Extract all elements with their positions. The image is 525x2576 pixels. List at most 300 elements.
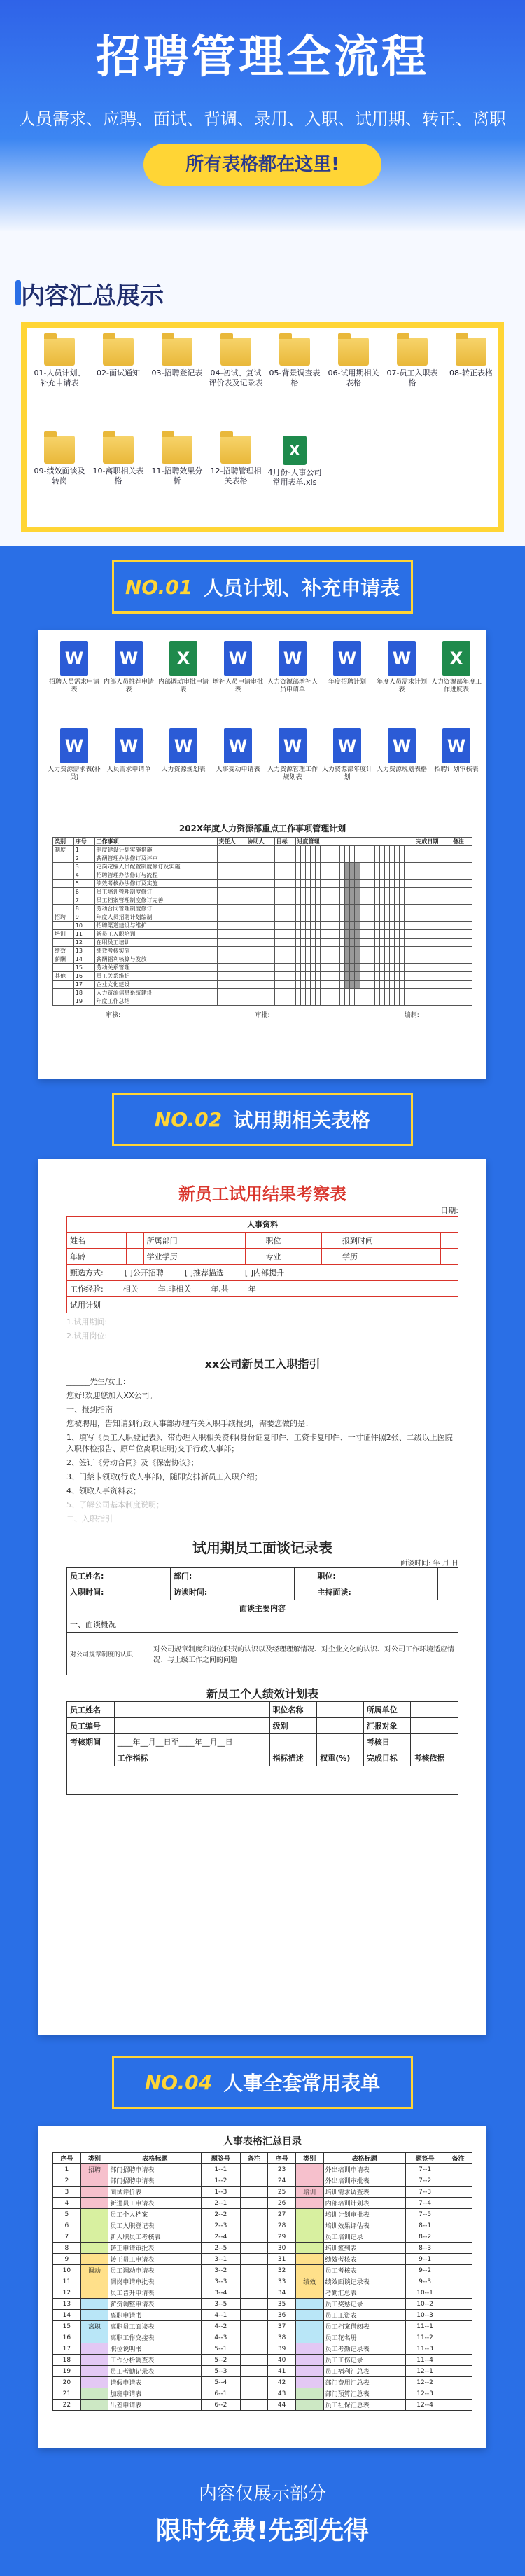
gantt-cell (295, 871, 300, 880)
gantt-cell (355, 947, 360, 955)
doc3-cell: 主持面谈: (314, 1584, 438, 1600)
gantt-cell (335, 888, 340, 896)
table-row (53, 896, 472, 905)
gantt-cell (345, 930, 350, 939)
footer (0, 2465, 525, 2576)
gantt-cell (395, 955, 400, 964)
gantt-seq: 5 (74, 880, 94, 888)
file-item[interactable] (102, 728, 156, 774)
doc4-cell: 级别 (270, 1718, 317, 1734)
summary-cell (444, 2243, 472, 2254)
gantt-category (53, 854, 74, 863)
gantt-header-cell: 进度管理 (295, 838, 414, 846)
gantt-cell (350, 863, 355, 871)
gantt-cell (355, 905, 360, 913)
gantt-cell (365, 964, 370, 972)
gantt-cell (400, 939, 405, 947)
gantt-category (53, 997, 74, 1006)
gantt-cell (405, 997, 410, 1006)
gantt-cell (405, 880, 410, 888)
gantt-cell (345, 880, 350, 888)
gantt-cell (330, 964, 335, 972)
summary-cell (240, 2287, 268, 2299)
summary-cell (240, 2276, 268, 2287)
gantt-cell (335, 846, 340, 854)
gantt-cell (414, 972, 451, 981)
doc4-cell (114, 1702, 270, 1718)
gantt-cell (410, 905, 414, 913)
gantt-cell (350, 896, 355, 905)
gantt-cell (335, 981, 340, 989)
folder-item[interactable] (150, 338, 204, 378)
gantt-cell (384, 947, 389, 955)
gantt-cell (370, 905, 374, 913)
gantt-cell (295, 905, 300, 913)
summary-cell: 转正申请审批表 (108, 2243, 202, 2254)
gantt-cell (370, 913, 374, 922)
file-item[interactable] (47, 728, 102, 782)
file-label: 人力资源规划表 (161, 766, 206, 773)
gantt-cell (395, 871, 400, 880)
gantt-cell (345, 955, 350, 964)
gantt-cell (365, 947, 370, 955)
gantt-cell (315, 846, 320, 854)
summary-cell: 5--2 (202, 2355, 240, 2366)
summary-cell (295, 2209, 323, 2220)
gantt-cell (295, 846, 300, 854)
summary-cell (295, 2164, 323, 2175)
summary-cell: 36 (268, 2310, 296, 2321)
gantt-cell (451, 871, 472, 880)
doc4-header: 工作指标 (114, 1750, 270, 1766)
folder-item[interactable] (209, 338, 263, 388)
summary-cell: 21 (53, 2388, 81, 2400)
doc1-cell (322, 1233, 340, 1249)
table-row (53, 846, 472, 854)
doc3-title: 试用期员工面谈记录表 (192, 1539, 332, 1556)
gantt-cell (390, 880, 395, 888)
summary-cell (295, 2243, 323, 2254)
gantt-cell (340, 854, 345, 863)
summary-cell: 员工调动申请表 (108, 2265, 202, 2276)
file-label: 人力资源部年度计划 (321, 766, 372, 781)
gantt-seq: 8 (74, 905, 94, 913)
summary-cell: 24 (268, 2175, 296, 2187)
gantt-cell (405, 947, 410, 955)
gantt-cell (390, 997, 395, 1006)
gantt-cell (335, 863, 340, 871)
gantt-cell (315, 997, 320, 1006)
table-row (53, 964, 472, 972)
summary-header: 题签号 (405, 2153, 444, 2164)
file-item[interactable] (265, 641, 320, 694)
gantt-cell (295, 880, 300, 888)
gantt-cell (360, 905, 365, 913)
doc1-work-part: 年,非相关 (158, 1284, 192, 1294)
summary-cell (80, 2287, 108, 2299)
gantt-cell (340, 905, 345, 913)
folder-item[interactable] (32, 436, 87, 486)
doc3-cell (150, 1584, 171, 1600)
summary-cell: 16 (53, 2332, 81, 2343)
gantt-cell (379, 930, 384, 939)
gantt-cell (300, 880, 305, 888)
summary-cell: 3--2 (202, 2265, 240, 2276)
folder-item[interactable] (385, 338, 440, 388)
gantt-cell (345, 939, 350, 947)
summary-cell: 14 (53, 2310, 81, 2321)
gantt-cell (315, 922, 320, 930)
gantt-cell (374, 997, 379, 1006)
gantt-cell (246, 981, 274, 989)
summary-cell (295, 2400, 323, 2411)
gantt-cell (320, 871, 325, 880)
gantt-cell (410, 888, 414, 896)
gantt-category (53, 880, 74, 888)
gantt-cell (325, 989, 330, 997)
doc1-work-part: 年 (248, 1284, 256, 1294)
gantt-cell (325, 863, 330, 871)
file-label: 年度招聘计划 (328, 679, 366, 686)
gantt-cell (384, 863, 389, 871)
gantt-cell (335, 997, 340, 1006)
gantt-category (53, 871, 74, 880)
gantt-cell (246, 989, 274, 997)
gantt-cell (400, 930, 405, 939)
summary-cell: 8--2 (405, 2231, 444, 2243)
gantt-cell (355, 854, 360, 863)
gantt-category: 招聘 (53, 913, 74, 922)
gantt-cell (451, 913, 472, 922)
file-item[interactable] (156, 641, 211, 694)
gantt-cell (395, 997, 400, 1006)
gantt-cell (300, 888, 305, 896)
gantt-cell (390, 989, 395, 997)
summary-cell: 13 (53, 2299, 81, 2310)
folder-item[interactable] (150, 436, 204, 486)
file-label: 招聘人员需求申请表 (48, 679, 99, 693)
gantt-cell (374, 846, 379, 854)
summary-cell (240, 2366, 268, 2377)
gantt-cell (305, 888, 310, 896)
gantt-cell (274, 846, 295, 854)
folder-label: 04-初试、复试评价表及记录表 (209, 368, 263, 387)
doc1-cell (126, 1233, 144, 1249)
gantt-cell (365, 846, 370, 854)
folder-item[interactable] (267, 338, 322, 388)
gantt-cell (246, 880, 274, 888)
summary-cell (295, 2343, 323, 2355)
gantt-cell (345, 997, 350, 1006)
doc1-date: 日期: (440, 1206, 458, 1215)
doc3-center: 面谈主要内容 (67, 1600, 458, 1616)
file-label: 年度人员需求计划表 (376, 679, 427, 693)
file-item[interactable] (211, 728, 265, 774)
gantt-seq: 16 (74, 972, 94, 981)
summary-cell: 23 (268, 2164, 296, 2175)
gantt-cell (274, 989, 295, 997)
gantt-cell (274, 880, 295, 888)
gantt-cell (325, 997, 330, 1006)
folder-icon (103, 436, 134, 464)
summary-cell: 9 (53, 2254, 81, 2265)
doc1-line: 2.试用岗位: (66, 1331, 108, 1341)
gantt-cell (384, 997, 389, 1006)
summary-cell (240, 2355, 268, 2366)
doc1-cell: 职位 (262, 1233, 322, 1249)
file-item[interactable] (156, 728, 211, 774)
summary-cell: 2--5 (202, 2243, 240, 2254)
gantt-cell (355, 922, 360, 930)
summary-cell (295, 2231, 323, 2243)
gantt-cell (390, 854, 395, 863)
summary-cell: 9--2 (405, 2265, 444, 2276)
file-item[interactable] (429, 641, 484, 694)
summary-header: 备注 (444, 2153, 472, 2164)
gantt-cell (325, 880, 330, 888)
gantt-cell (305, 964, 310, 972)
gantt-cell (295, 955, 300, 964)
summary-header: 表格标题 (108, 2153, 202, 2164)
doc4-cell: 考核期间 (67, 1734, 115, 1750)
folder-item[interactable] (91, 436, 146, 486)
file-icon-grid (38, 630, 486, 819)
table-row (53, 888, 472, 896)
gantt-cell (414, 854, 451, 863)
doc2-line: 2、签订《劳动合同》及《保密协议》； (66, 1458, 199, 1467)
summary-cell: 培训 (295, 2187, 323, 2198)
doc3-table (66, 1567, 458, 1675)
file-item[interactable] (211, 641, 265, 694)
gantt-cell (345, 947, 350, 955)
summary-cell: 培训效果评估表 (323, 2220, 405, 2231)
gantt-cell (374, 955, 379, 964)
doc4-empty (67, 1766, 458, 1795)
gantt-cell (320, 922, 325, 930)
doc1-selection (67, 1265, 458, 1281)
gantt-cell (340, 863, 345, 871)
gantt-cell (345, 871, 350, 880)
gantt-cell (310, 846, 315, 854)
gantt-cell (365, 888, 370, 896)
gantt-cell (370, 846, 374, 854)
gantt-cell (305, 972, 310, 981)
summary-cell: 员工工资表 (323, 2310, 405, 2321)
gantt-cell (305, 939, 310, 947)
gantt-cell (414, 947, 451, 955)
gantt-cell (315, 854, 320, 863)
doc3-cell (294, 1568, 314, 1584)
summary-cell: 12--4 (405, 2400, 444, 2411)
file-item[interactable] (320, 728, 374, 782)
summary-cell (295, 2377, 323, 2388)
summary-cell (295, 2310, 323, 2321)
summary-cell (80, 2299, 108, 2310)
summary-cell: 31 (268, 2254, 296, 2265)
gantt-cell (310, 981, 315, 989)
doc2-title: xx公司新员工入职指引 (204, 1357, 321, 1371)
summary-cell (240, 2198, 268, 2209)
gantt-cell (355, 896, 360, 905)
folder-item[interactable] (209, 436, 263, 486)
file-item[interactable] (265, 728, 320, 782)
gantt-cell (246, 939, 274, 947)
gantt-cell (340, 871, 345, 880)
summary-cell (80, 2187, 108, 2198)
gantt-cell (315, 989, 320, 997)
gantt-cell (310, 989, 315, 997)
file-item[interactable] (429, 728, 484, 774)
summary-cell (240, 2243, 268, 2254)
folder-label: 02-面试通知 (97, 368, 140, 378)
gantt-cell (384, 955, 389, 964)
table-row (53, 2366, 472, 2377)
table-row (53, 2287, 472, 2299)
gantt-cell (365, 939, 370, 947)
gantt-task: 在职员工培训 (94, 939, 217, 947)
gantt-task: 薪酬福利核算与发放 (94, 955, 217, 964)
gantt-cell (350, 913, 355, 922)
summary-cell: 30 (268, 2243, 296, 2254)
gantt-cell (400, 863, 405, 871)
summary-header: 类别 (80, 2153, 108, 2164)
gantt-cell (390, 896, 395, 905)
gantt-cell (379, 854, 384, 863)
file-item[interactable] (374, 641, 429, 694)
gantt-task: 绩效考核办法修订及实施 (94, 880, 217, 888)
summary-cell (240, 2388, 268, 2400)
gantt-cell (405, 939, 410, 947)
gantt-cell (374, 981, 379, 989)
file-item[interactable] (102, 641, 156, 694)
gantt-cell (405, 913, 410, 922)
gantt-cell (374, 871, 379, 880)
gantt-cell (310, 972, 315, 981)
table-row (53, 2377, 472, 2388)
summary-cell (240, 2265, 268, 2276)
gantt-header-cell: 序号 (74, 838, 94, 846)
gantt-cell (330, 913, 335, 922)
gantt-cell (320, 905, 325, 913)
gantt-cell (246, 888, 274, 896)
doc2-line: 二、入职指引 (66, 1514, 113, 1523)
gantt-cell (325, 922, 330, 930)
gantt-seq: 7 (74, 896, 94, 905)
gantt-cell (390, 955, 395, 964)
gantt-cell (340, 972, 345, 981)
file-item[interactable] (47, 641, 102, 694)
summary-cell: 外出培训申请表 (323, 2164, 405, 2175)
gantt-cell (295, 922, 300, 930)
doc4-header: 指标描述 (270, 1750, 317, 1766)
gantt-cell (379, 913, 384, 922)
table-row (53, 905, 472, 913)
gantt-cell (345, 922, 350, 930)
summary-title: 人事表格汇总目录 (223, 2136, 302, 2147)
gantt-cell (395, 930, 400, 939)
gantt-cell (305, 930, 310, 939)
gantt-cell (370, 939, 374, 947)
doc1-option: [ ]公开招聘 (124, 1268, 164, 1277)
summary-cell: 39 (268, 2343, 296, 2355)
folder-item[interactable] (32, 338, 87, 388)
folder-item[interactable] (267, 436, 322, 487)
gantt-cell (320, 930, 325, 939)
folder-item[interactable] (91, 338, 146, 378)
gantt-cell (360, 922, 365, 930)
folder-icon (279, 338, 310, 366)
section-title: 人员计划、补充申请表 (204, 576, 400, 600)
summary-cell: 22 (53, 2400, 81, 2411)
file-label: 内部人员推荐申请表 (103, 679, 154, 693)
table-row (53, 2187, 472, 2198)
gantt-cell (345, 896, 350, 905)
gantt-cell (374, 972, 379, 981)
gantt-cell (320, 863, 325, 871)
gantt-cell (335, 880, 340, 888)
summary-cell: 4--2 (202, 2321, 240, 2332)
gantt-cell (274, 854, 295, 863)
folder-icon (44, 436, 75, 464)
gantt-cell (395, 989, 400, 997)
overview-title: 内容汇总展示 (21, 282, 164, 310)
gantt-seq: 12 (74, 939, 94, 947)
summary-cell: 请假申请表 (108, 2377, 202, 2388)
gantt-cell (315, 871, 320, 880)
summary-cell: 10--1 (405, 2287, 444, 2299)
gantt-cell (400, 913, 405, 922)
gantt-cell (405, 989, 410, 997)
summary-cell (295, 2299, 323, 2310)
file-item[interactable] (374, 728, 429, 774)
summary-cell: 员工社保汇总表 (323, 2400, 405, 2411)
summary-cell (240, 2164, 268, 2175)
summary-cell (240, 2310, 268, 2321)
gantt-cell (370, 888, 374, 896)
gantt-cell (374, 947, 379, 955)
folder-item[interactable] (444, 338, 498, 378)
gantt-category (53, 888, 74, 896)
doc4-header: 考核依据 (411, 1750, 458, 1766)
gantt-cell (310, 880, 315, 888)
file-item[interactable] (320, 641, 374, 686)
summary-cell: 19 (53, 2366, 81, 2377)
summary-cell (80, 2332, 108, 2343)
gantt-cell (379, 997, 384, 1006)
folder-item[interactable] (326, 338, 381, 388)
gantt-cell (414, 930, 451, 939)
gantt-category (53, 989, 74, 997)
gantt-cell (246, 972, 274, 981)
gantt-cell (315, 896, 320, 905)
folder-label: 08-转正表格 (449, 368, 493, 378)
table-row (53, 2332, 472, 2343)
gantt-cell (350, 947, 355, 955)
gantt-task: 员工档案管理制度修订完善 (94, 896, 217, 905)
gantt-cell (246, 846, 274, 854)
word-file-icon: W (224, 728, 252, 763)
gantt-cell (305, 871, 310, 880)
summary-cell: 12--3 (405, 2388, 444, 2400)
gantt-cell (365, 880, 370, 888)
gantt-cell (330, 922, 335, 930)
summary-cell: 内部培训计划表 (323, 2198, 405, 2209)
gantt-cell (246, 930, 274, 939)
gantt-cell (274, 939, 295, 947)
doc3-cell (150, 1568, 171, 1584)
gantt-cell (405, 854, 410, 863)
sec2-card (38, 1159, 486, 2035)
